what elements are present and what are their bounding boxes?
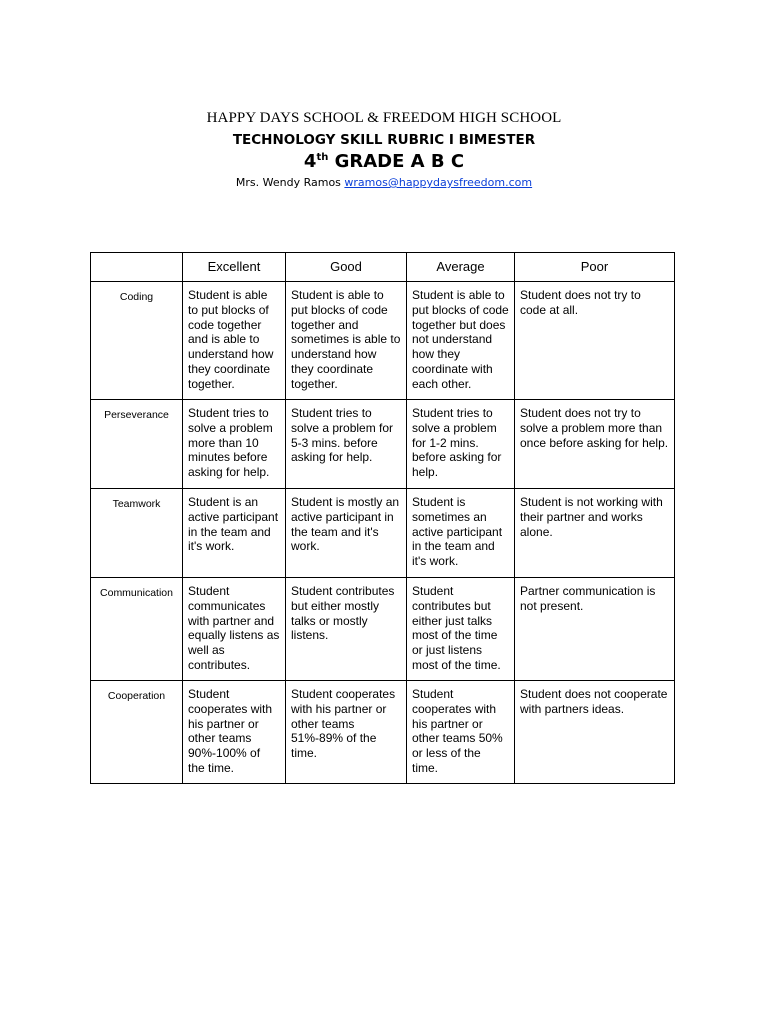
column-header-excellent: Excellent: [183, 253, 286, 282]
good-cell: Student is mostly an active participant in the team and it's work.: [286, 489, 407, 578]
document-header: [0, 108, 768, 192]
poor-cell: Student does not cooperate with partners ideas.: [515, 681, 675, 784]
column-header-blank: [91, 253, 183, 282]
poor-cell: Partner communication is not present.: [515, 578, 675, 681]
table-header-row: [91, 253, 675, 282]
teacher-email-link[interactable]: wramos@happydaysfreedom.com: [344, 176, 533, 189]
poor-cell: Student does not try to solve a problem more than once before asking for help.: [515, 400, 675, 489]
good-cell: Student cooperates with his partner or other teams 51%-89% of the time.: [286, 681, 407, 784]
table-row: [91, 282, 675, 400]
school-name: HAPPY DAYS SCHOOL & FREEDOM HIGH SCHOOL: [206, 110, 562, 126]
average-cell: Student is able to put blocks of code together but does not understand how they coordinate with each other.: [407, 282, 515, 400]
grade-number: 4: [303, 151, 317, 172]
teacher-line: [0, 174, 768, 192]
good-cell: Student contributes but either mostly talks or mostly listens.: [286, 578, 407, 681]
teacher-name: Mrs. Wendy Ramos: [235, 176, 341, 189]
excellent-cell: Student is able to put blocks of code together and is able to understand how they coordinate together.: [183, 282, 286, 400]
column-header-average: Average: [407, 253, 515, 282]
average-cell: Student is sometimes an active participant in the team and it's work.: [407, 489, 515, 578]
average-cell: Student tries to solve a problem for 1-2 mins. before asking for help.: [407, 400, 515, 489]
poor-cell: Student does not try to code at all.: [515, 282, 675, 400]
column-header-poor: Poor: [515, 253, 675, 282]
criterion-cell: Teamwork: [91, 489, 183, 578]
rubric-title: TECHNOLOGY SKILL RUBRIC I BIMESTER: [232, 132, 536, 148]
excellent-cell: Student is an active participant in the team and it's work.: [183, 489, 286, 578]
grade-suffix: th: [316, 152, 329, 163]
poor-cell: Student is not working with their partner and works alone.: [515, 489, 675, 578]
excellent-cell: Student cooperates with his partner or other teams 90%-100% of the time.: [183, 681, 286, 784]
table-row: [91, 578, 675, 681]
criterion-cell: Coding: [91, 282, 183, 400]
good-cell: Student tries to solve a problem for 5-3 mins. before asking for help.: [286, 400, 407, 489]
rubric-table: [90, 252, 675, 784]
table-row: [91, 400, 675, 489]
excellent-cell: Student tries to solve a problem more than 10 minutes before asking for help.: [183, 400, 286, 489]
column-header-good: Good: [286, 253, 407, 282]
good-cell: Student is able to put blocks of code together and sometimes is able to understand how they coordinate together.: [286, 282, 407, 400]
table-row: [91, 681, 675, 784]
table-row: [91, 489, 675, 578]
average-cell: Student contributes but either just talks most of the time or just listens most of the time.: [407, 578, 515, 681]
criterion-cell: Communication: [91, 578, 183, 681]
excellent-cell: Student communicates with partner and equally listens as well as contributes.: [183, 578, 286, 681]
criterion-cell: Perseverance: [91, 400, 183, 489]
grade-heading: [0, 150, 768, 174]
average-cell: Student cooperates with his partner or other teams 50% or less of the time.: [407, 681, 515, 784]
criterion-cell: Cooperation: [91, 681, 183, 784]
grade-sections: GRADE A B C: [328, 151, 465, 172]
